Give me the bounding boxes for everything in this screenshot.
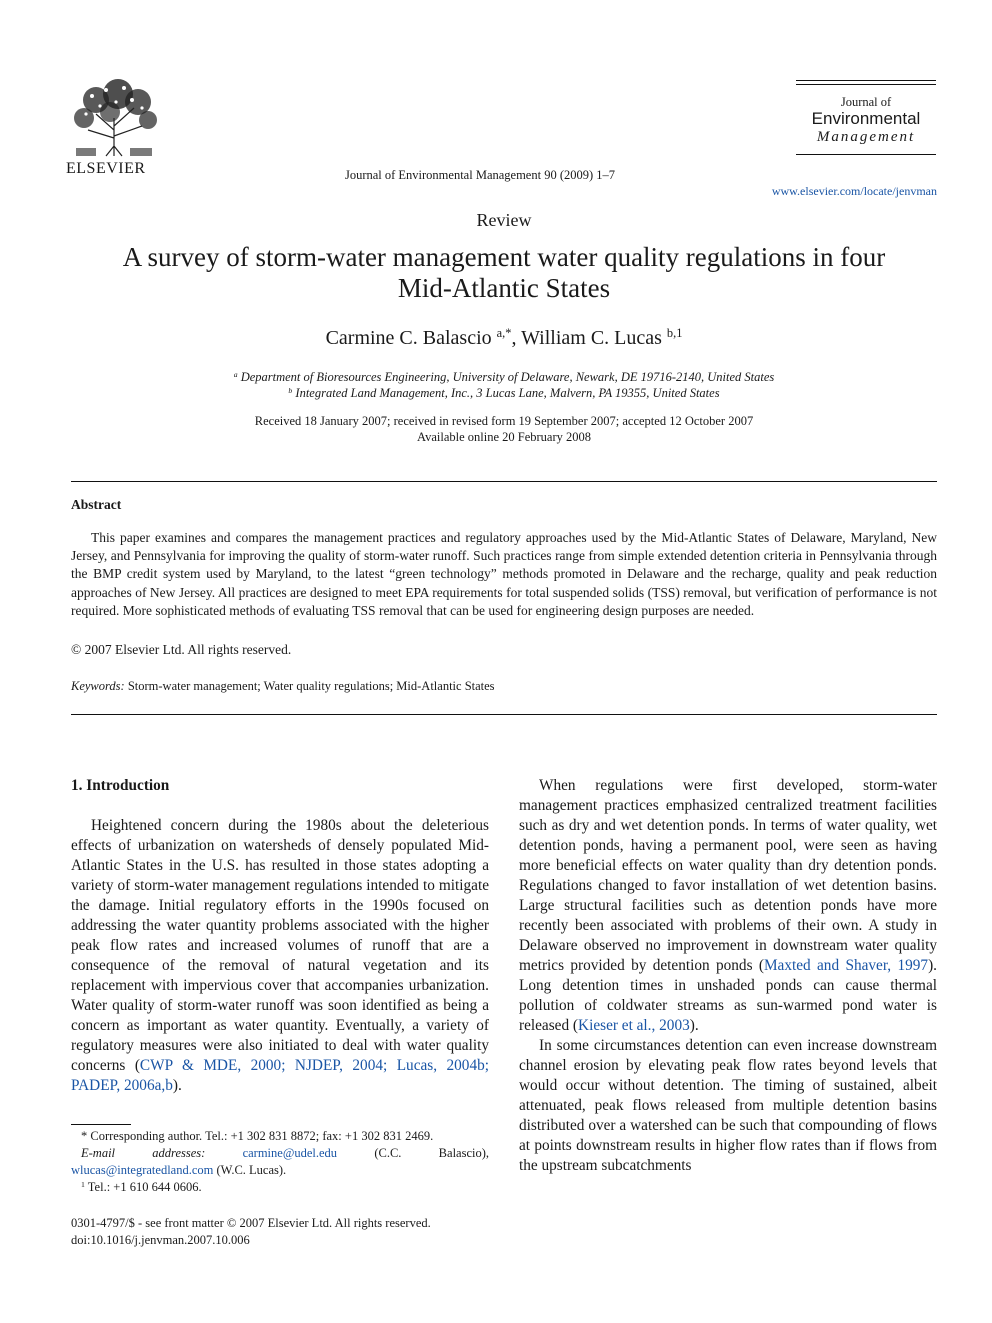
received-dates: Received 18 January 2007; received in revised form 19 September 2007; accepted 12 October 2007 — [254, 414, 754, 428]
author-name: Carmine C. Balascio — [325, 327, 492, 349]
author-affiliation-mark[interactable]: b,1 — [666, 326, 683, 341]
affiliation-text: Integrated Land Management, Inc., 3 Lucas Lane, Malvern, PA 19355, United States — [295, 386, 720, 400]
email-link[interactable]: carmine@udel.edu — [242, 1146, 338, 1160]
body-paragraph: In some circumstances detention can even increase downstream channel erosion by elevating peak flow rates beyond levels that would occur without detention. The timing of sustained, albeit attenuated, peak flows released from multiple detention basins distributed over a watershed can be such that compounding of flows at points downstream results in higher flow rates than if flows from the upstream subcatchments — [519, 1037, 937, 1174]
body-column-left — [71, 776, 489, 1096]
affiliation-text: Department of Bioresources Engineering, University of Delaware, Newark, DE 19716-2140, United States — [240, 370, 775, 384]
body-column-right — [519, 776, 937, 1176]
abstract-rule-top — [71, 481, 937, 482]
journal-title-line1: Journal of — [840, 95, 892, 109]
footnote-1 — [71, 1179, 489, 1196]
paragraph-text: ). — [172, 1077, 182, 1094]
affiliations — [0, 369, 992, 401]
publisher-name: ELSEVIER — [66, 160, 146, 177]
section-heading: 1. Introduction — [71, 777, 170, 794]
author-separator: , — [511, 327, 522, 349]
journal-title — [796, 95, 936, 146]
publisher-logo — [66, 78, 164, 178]
author-affiliation-mark[interactable]: a,* — [496, 326, 512, 341]
email-owner: (C.C. Balascio), — [374, 1146, 490, 1160]
citation-link[interactable]: Maxted and Shaver, 1997 — [763, 957, 929, 974]
citation-link[interactable]: CWP & MDE, 2000; NJDEP, 2004; Lucas, 2004b; PADEP, 2006a,b — [71, 1057, 489, 1094]
affiliation-line — [0, 369, 992, 385]
masthead-rule-top-2 — [796, 84, 936, 85]
masthead-rule-bottom — [796, 154, 936, 155]
paragraph-text: When regulations were first developed, storm-water management practices emphasized centralized treatment facilities such as dry and wet detention ponds. In terms of water quality, wet detention ponds, having a permanent pool, were seen as having more beneficial effects on water quality than dry detention ponds. Regulations changed to favor installation of wet detention basins. Large structural facilities such as detention ponds have more recently been associated with problems of their own. A study in Delaware observed no improvement in downstream water quality metrics provided by detention ponds ( — [519, 777, 937, 974]
front-matter-info — [71, 1215, 431, 1249]
paragraph-text: ). Long detention times in unshaded ponds can cause thermal pollution of coldwater streams as sun-warmed pond water is released ( — [519, 957, 937, 1034]
issn-line: 0301-4797/$ - see front matter © 2007 Elsevier Ltd. All rights reserved. — [71, 1216, 431, 1230]
article-title: A survey of storm-water management water quality regulations in four Mid-Atlantic States — [122, 242, 886, 303]
author-name: William C. Lucas — [521, 327, 662, 349]
elsevier-tree-icon — [66, 78, 162, 158]
keywords-label: Keywords: — [71, 679, 125, 693]
doi-line[interactable]: doi:10.1016/j.jenvman.2007.10.006 — [71, 1233, 250, 1247]
abstract-heading: Abstract — [71, 497, 122, 512]
body-paragraph — [71, 816, 489, 1096]
footnote-text: Tel.: +1 610 644 0606. — [87, 1180, 202, 1194]
body-paragraph — [519, 776, 937, 1036]
abstract-copyright: © 2007 Elsevier Ltd. All rights reserved. — [71, 642, 292, 657]
author-list — [0, 327, 992, 350]
masthead-rule-top — [796, 80, 936, 81]
article-history — [0, 413, 992, 445]
available-online-date: Available online 20 February 2008 — [416, 430, 592, 444]
journal-title-line2: Environmental — [811, 109, 921, 129]
footnote-emails — [71, 1145, 489, 1179]
journal-citation: Journal of Environmental Management 90 (2009) 1–7 — [344, 168, 616, 182]
abstract-body: This paper examines and compares the management practices and regulatory approaches used by the Mid-Atlantic States of Delaware, Maryland, New Jersey, and Pennsylvania for improving the quality of storm-water runoff. Such practices range from simple extended detention criteria in Pennsylvania through the BMP credit system used by Maryland, to the latest “green technology” methods promoted in Delaware and the recharge, quality and peak reduction approaches of New Jersey. All practices are designed to meet EPA requirements for total suspended solids (TSS) removal, but verification of performance is not required. More sophisticated methods of evaluating TSS removal that can be used for engineering design purposes are needed. — [71, 530, 937, 618]
abstract-rule-bottom — [71, 714, 937, 715]
affiliation-mark: a — [233, 369, 238, 379]
keywords-text: Storm-water management; Water quality regulations; Mid-Atlantic States — [127, 679, 495, 693]
paragraph-text: ). — [689, 1017, 699, 1034]
footnote-corresponding: * Corresponding author. Tel.: +1 302 831 8872; fax: +1 302 831 2469. — [81, 1129, 434, 1143]
journal-title-line3: Management — [816, 128, 916, 145]
citation-link[interactable]: Kieser et al., 2003 — [578, 1017, 690, 1034]
journal-masthead — [796, 80, 936, 155]
email-link[interactable]: wlucas@integratedland.com — [71, 1163, 214, 1177]
article-category: Review — [476, 210, 532, 230]
journal-url-link[interactable]: www.elsevier.com/locate/jenvman — [771, 184, 937, 198]
email-label: E-mail addresses: — [81, 1146, 206, 1160]
footnote-rule — [71, 1124, 131, 1125]
email-owner: (W.C. Lucas). — [216, 1163, 287, 1177]
affiliation-line — [0, 385, 992, 401]
footnote-mark: 1 — [81, 1179, 85, 1189]
keywords — [71, 679, 495, 694]
footnotes — [71, 1128, 489, 1196]
affiliation-mark: b — [288, 385, 293, 395]
paragraph-text: Heightened concern during the 1980s about the deleterious effects of urbanization on watersheds of densely populated Mid-Atlantic States in the U.S. has resulted in those states adopting a variety of storm-water management regulations intended to mitigate the damage. Initial regulatory efforts in the 1990s focused on addressing the water quantity problems associated with the higher peak flow rates and increased volumes of runoff that are a consequence of the removal of natural vegetation and its replacement with impervious cover that accompanies urbanization. Water quality of storm-water runoff was soon identified as being a concern as important as water quantity. Eventually, a variety of regulatory measures were also initiated to deal with water quality concerns ( — [71, 817, 489, 1074]
